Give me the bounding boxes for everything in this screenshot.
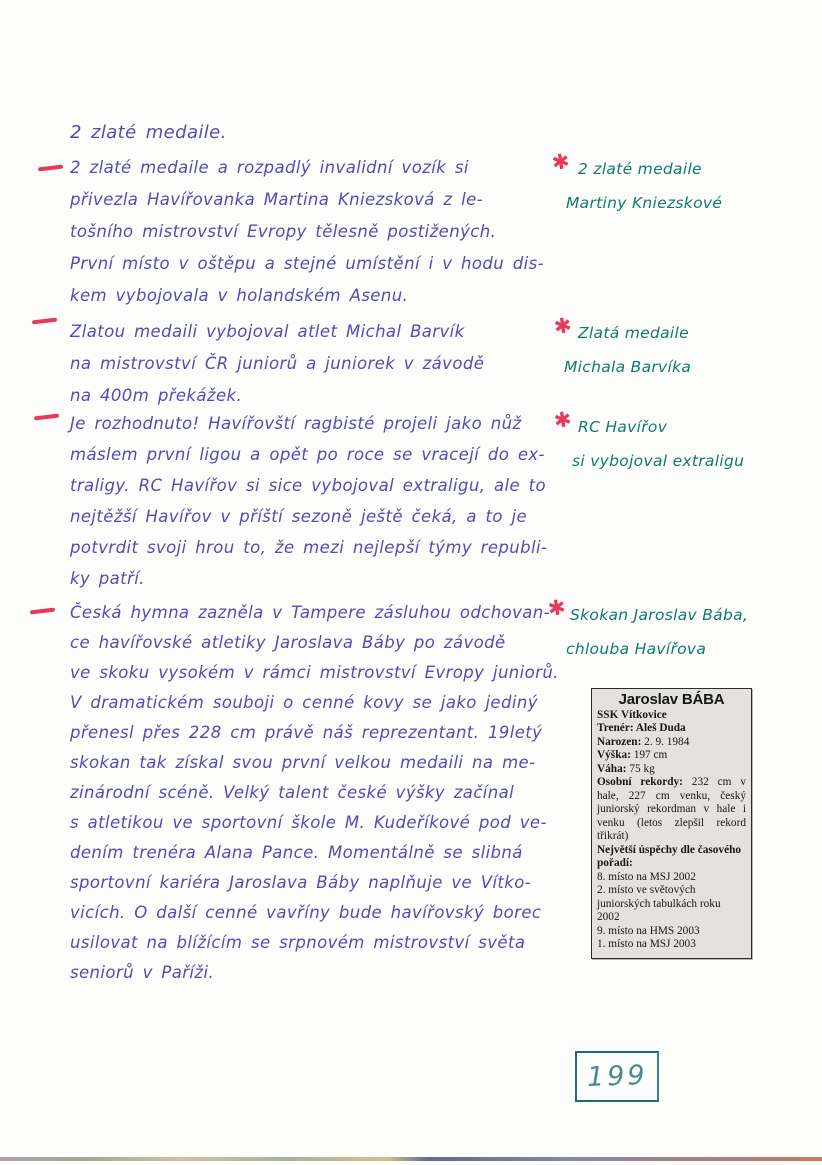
red-dash-icon: [32, 317, 57, 324]
paragraph-line: seniorů v Paříži.: [70, 963, 215, 982]
paragraph: [70, 316, 484, 412]
paragraph-line: ce havířovské atletiky Jaroslava Báby po závodě: [70, 633, 506, 652]
margin-note-line: si vybojoval extraligu: [572, 452, 745, 470]
clipping-title: Jaroslav BÁBA: [618, 691, 725, 708]
page-number: 199: [586, 1059, 648, 1094]
red-asterisk-icon: ✱: [546, 594, 568, 622]
paragraph-line: zinárodní scéně. Velký talent české výšky začínal: [70, 783, 515, 802]
paragraph-line: usilovat na blížícím se srpnovém mistrovství světa: [70, 933, 526, 952]
clipping-fact-value: 75 kg: [626, 762, 655, 775]
page-heading: 2 zlaté medaile.: [70, 122, 227, 143]
clipping-achievement-item: 9. místo na HMS 2003: [597, 924, 700, 937]
page-number-box: [575, 1051, 659, 1102]
paragraph-line: vicích. O další cenné vavříny bude havířovský borec: [70, 903, 542, 922]
clipping-fact-label: Trenér:: [597, 722, 634, 734]
paragraph-line: První místo v oštěpu a stejné umístění i v hodu dis-: [70, 254, 544, 273]
paragraph-line: V dramatickém souboji o cenné kovy se jako jediný: [70, 693, 538, 712]
paragraph-line: 2 zlaté medaile a rozpadlý invalidní vozík si: [70, 158, 469, 177]
margin-note-line: 2 zlaté medaile: [578, 160, 702, 178]
paragraph-line: Česká hymna zazněla v Tampere zásluhou odchovan-: [70, 603, 550, 622]
margin-note: [564, 316, 692, 384]
red-dash-icon: [38, 164, 63, 171]
paragraph-line: traligy. RC Havířov si sice vybojoval extraligu, ale to: [70, 476, 547, 495]
margin-note: [566, 152, 723, 220]
margin-note-line: chlouba Havířova: [566, 640, 707, 658]
clipping-achievement-item: 1. místo na MSJ 2003: [597, 938, 696, 950]
paragraph-line: přenesl přes 228 cm právě náš reprezentant. 19letý: [70, 723, 543, 742]
margin-note-line: Martiny Kniezskové: [566, 194, 723, 212]
paragraph-line: ky patří.: [70, 569, 145, 588]
clipping-fact-value: 197 cm: [630, 749, 668, 761]
clipping-fact-value: 2. 9. 1984: [641, 735, 690, 748]
red-dash-icon: [30, 607, 55, 614]
paragraph: [70, 408, 547, 594]
paragraph-line: Je rozhodnuto! Havířovští ragbisté projeli jako nůž: [70, 414, 522, 433]
clipping-fact-label: Narozen:: [597, 735, 642, 748]
red-dash-icon: [34, 413, 59, 420]
margin-note: [566, 598, 749, 666]
paragraph-line: přivezla Havířovanka Martina Kniezsková z le-: [70, 190, 483, 209]
clipping-fact-value: Aleš Duda: [633, 722, 686, 734]
clipping-achievement-item: 8. místo na MSJ 2002: [597, 870, 696, 883]
paragraph-line: dením trenéra Alana Pance. Momentálně se slibná: [70, 843, 523, 862]
paragraph-line: máslem první ligou a opět po roce se vracejí do ex-: [70, 445, 545, 464]
red-asterisk-icon: ✱: [550, 148, 572, 176]
paragraph-line: na mistrovství ČR juniorů a juniorek v závodě: [70, 354, 485, 373]
clipping-achievement-item: 2. místo ve světových juniorských tabulkách roku 2002: [597, 884, 721, 923]
margin-note-line: RC Havířov: [578, 418, 668, 436]
scan-edge: [0, 1157, 822, 1161]
clipping-records-label: Osobní rekordy:: [597, 776, 683, 788]
clipping-club: SSK Vítkovice: [597, 708, 667, 721]
paragraph-line: potvrdit svoji hrou to, že mezi nejlepší týmy republi-: [70, 538, 548, 557]
clipping-achievements-label: Největší úspěchy dle časového pořadí:: [597, 843, 742, 869]
red-asterisk-icon: ✱: [552, 406, 574, 434]
paragraph-line: tošního mistrovství Evropy tělesně postižených.: [70, 222, 497, 241]
margin-note-line: Zlatá medaile: [578, 324, 689, 342]
paragraph-line: nejtěžší Havířov v příští sezoně ještě čeká, a to je: [70, 507, 528, 526]
paragraph-line: s atletikou ve sportovní škole M. Kudeříkové pod ve-: [70, 813, 547, 832]
red-asterisk-icon: ✱: [552, 312, 574, 340]
clipping-fact-label: Váha:: [597, 762, 627, 775]
paragraph-line: sportovní kariéra Jaroslava Báby naplňuje ve Vítko-: [70, 873, 532, 892]
news-clipping: [591, 688, 752, 959]
clipping-records-text: 232 cm v hale, 227 cm venku, český juniorský rekordman v hale i venku (letos zlepšil rekord třikrát): [597, 776, 746, 842]
paragraph-line: kem vybojovala v holandském Asenu.: [70, 286, 409, 305]
margin-note: [572, 410, 745, 478]
paragraph: [70, 598, 559, 988]
margin-note-line: Skokan Jaroslav Bába,: [570, 606, 749, 624]
clipping-fact-label: Výška:: [597, 749, 631, 761]
paragraph: [70, 152, 544, 312]
margin-note-line: Michala Barvíka: [564, 358, 692, 376]
paragraph-line: Zlatou medaili vybojoval atlet Michal Barvík: [70, 322, 465, 341]
paragraph-line: skokan tak získal svou první velkou medaili na me-: [70, 753, 536, 772]
paragraph-line: na 400m překážek.: [70, 386, 243, 405]
paragraph-line: ve skoku vysokém v rámci mistrovství Evropy juniorů.: [70, 663, 559, 682]
